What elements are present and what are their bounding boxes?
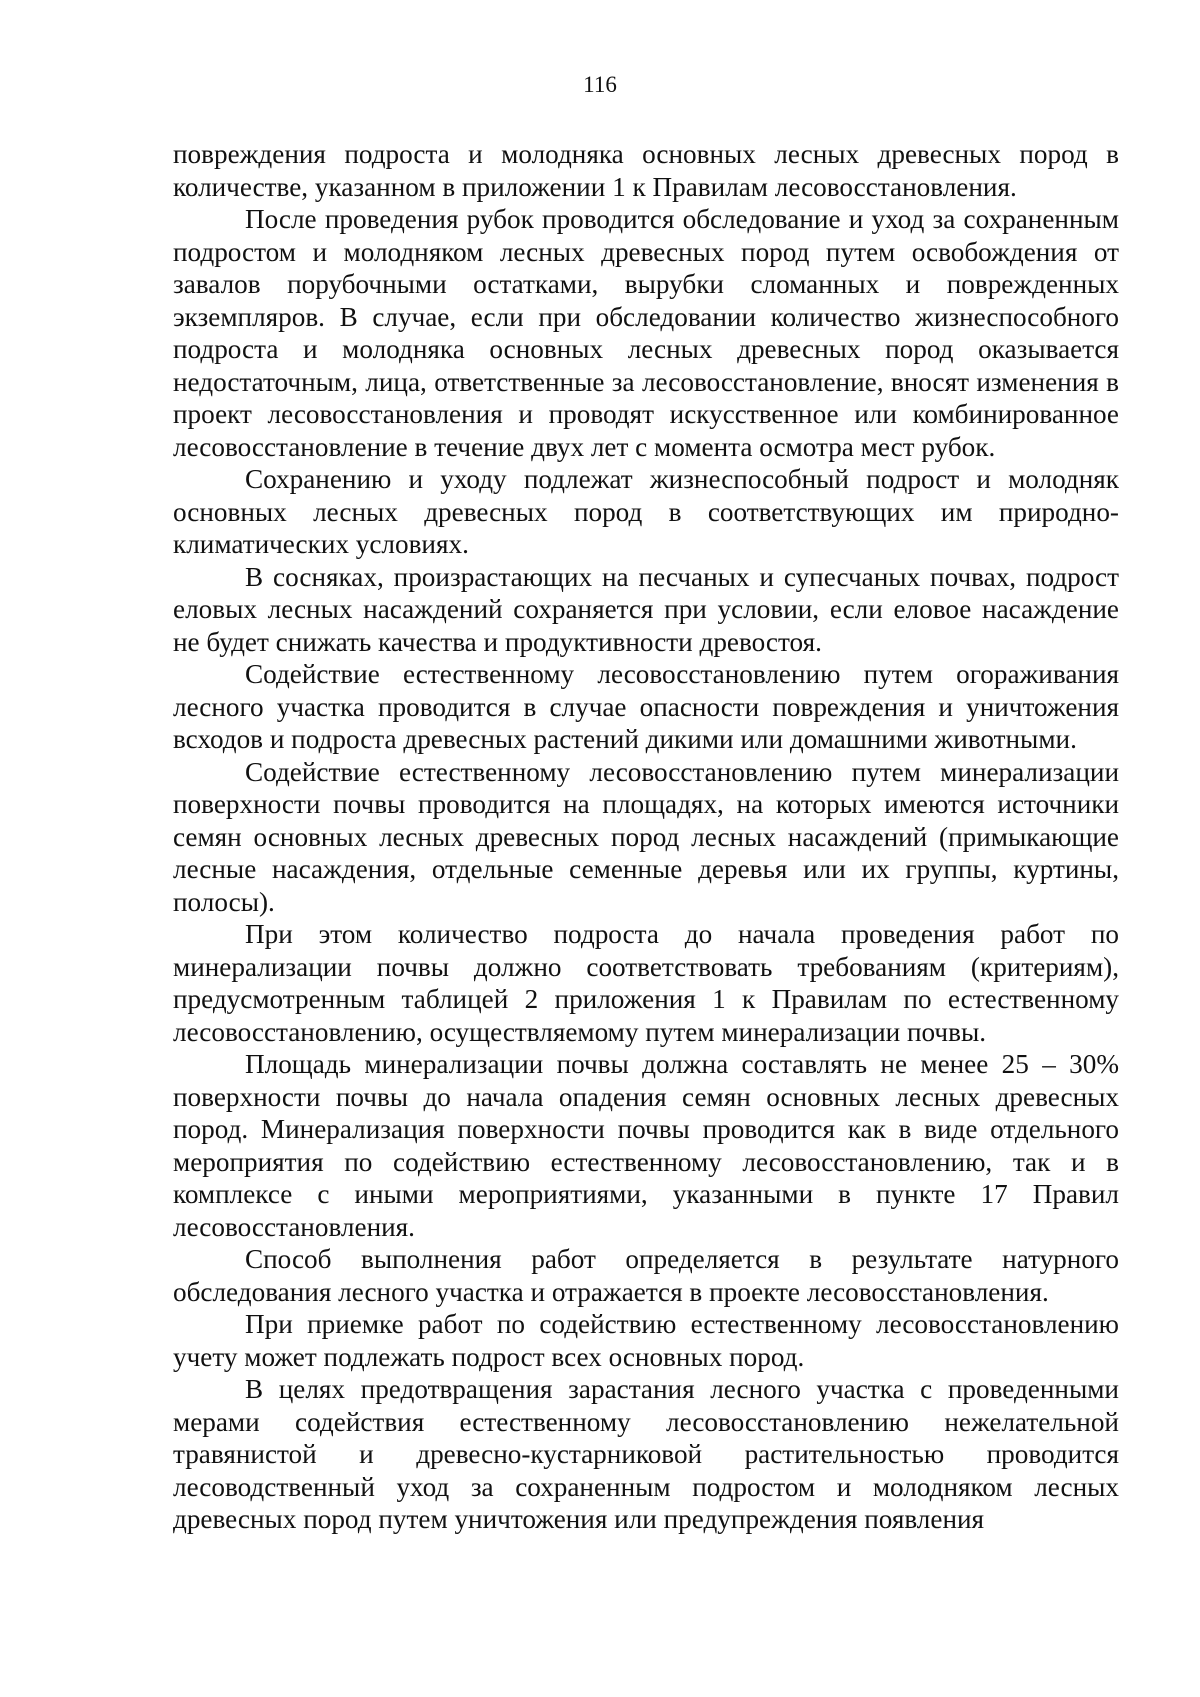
paragraph-3: Сохранению и уходу подлежат жизнеспособный подрост и молодняк основных лесных древесных пород в соответствующих им природно-климатических условиях.: [173, 464, 1119, 559]
page-number: 116: [583, 72, 617, 97]
paragraph-2: После проведения рубок проводится обследование и уход за сохраненным подростом и молодняком лесных древесных пород путем освобождения от завалов порубочными остатками, вырубки сломанных и поврежденных экземпляров. В случае, если при обследовании количество жизнеспособного подроста и молодняка основных лесных древесных пород оказывается недостаточным, лица, ответственные за лесовосстановление, вносят изменения в проект лесовосстановления и проводят искусственное или комбинированное лесовосстановление в течение двух лет с момента осмотра мест рубок.: [173, 204, 1119, 462]
document-body: [173, 138, 1119, 1536]
paragraph-10: При приемке работ по содействию естественному лесовосстановлению учету может подлежать подрост всех основных пород.: [173, 1309, 1119, 1372]
paragraph-11: В целях предотвращения зарастания лесного участка с проведенными мерами содействия естественному лесовосстановлению нежелательной травянистой и древесно-кустарниковой растительностью проводится лесоводственный уход за сохраненным подростом и молодняком лесных древесных пород путем уничтожения или предупреждения появления: [173, 1374, 1119, 1534]
paragraph-7: При этом количество подроста до начала проведения работ по минерализации почвы должно соответствовать требованиям (критериям), предусмотренным таблицей 2 приложения 1 к Правилам по естественному лесовосстановлению, осуществляемому путем минерализации почвы.: [173, 919, 1119, 1047]
paragraph-9: Способ выполнения работ определяется в результате натурного обследования лесного участка и отражается в проекте лесовосстановления.: [173, 1244, 1119, 1307]
paragraph-1: повреждения подроста и молодняка основных лесных древесных пород в количестве, указанном в приложении 1 к Правилам лесовосстановления.: [173, 139, 1119, 202]
paragraph-8: Площадь минерализации почвы должна составлять не менее 25 – 30% поверхности почвы до начала опадения семян основных лесных древесных пород. Минерализация поверхности почвы проводится как в виде отдельного мероприятия по содействию естественному лесовосстановлению, так и в комплексе с иными мероприятиями, указанными в пункте 17 Правил лесовосстановления.: [173, 1049, 1119, 1242]
paragraph-4: В сосняках, произрастающих на песчаных и супесчаных почвах, подрост еловых лесных насаждений сохраняется при условии, если еловое насаждение не будет снижать качества и продуктивности древостоя.: [173, 561, 1119, 657]
paragraph-5: Содействие естественному лесовосстановлению путем огораживания лесного участка проводится в случае опасности повреждения и уничтожения всходов и подроста древесных растений дикими или домашними животными.: [173, 659, 1119, 754]
paragraph-6: Содействие естественному лесовосстановлению путем минерализации поверхности почвы проводится на площадях, на которых имеются источники семян основных лесных древесных пород лесных насаждений (примыкающие лесные насаждения, отдельные семенные деревья или их группы, куртины, полосы).: [173, 756, 1119, 917]
